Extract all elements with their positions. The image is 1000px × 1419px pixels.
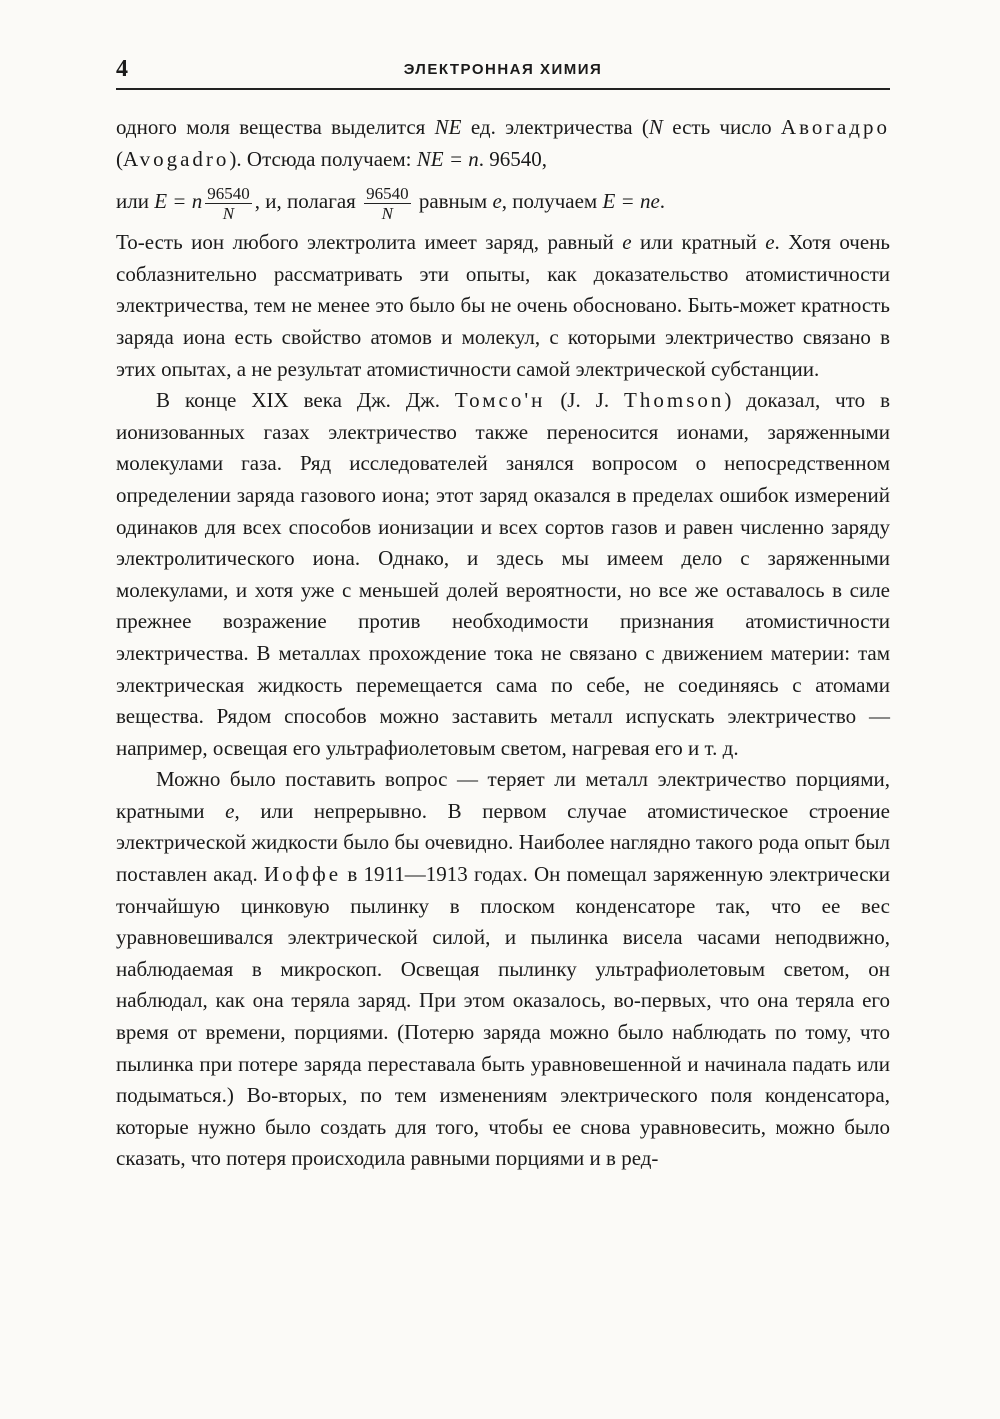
- text-run: равным: [413, 189, 493, 214]
- math-e: e: [492, 189, 502, 214]
- math-e: e: [225, 798, 235, 823]
- text-run: ) доказал, что в ионизованных газах электричество также переносится ионами, заряженными молекулами газа. Ряд исследователей занялся вопросом о непосредственном определении заряда газового иона; этот заряд оказался в пределах ошибок измерений одинаков для всех способов ионизации и всех сортов газов и равен численно заряду электролитического иона. Однако, и здесь мы имеем дело с заряженными молекулами, и хотя уже с меньшей долей вероятности, но все же оставалось в силе прежнее возражение против необходимости признания атомистичности электричества. В металлах прохождение тока не связано с движением материи: там электрическая жидкость перемещается сама по себе, не соединяясь с атомами вещества. Рядом способов можно заставить металл испускать электричество — например, освещая его ультрафиолетовым светом, нагревая его и т. д.: [116, 388, 890, 760]
- text-run: То-есть ион любого электролита имеет заряд, равный: [116, 230, 623, 255]
- fraction-2: [364, 184, 411, 223]
- name-ioffe: Иоффе: [264, 862, 342, 887]
- name-thomson-lat: Thomson: [624, 388, 725, 413]
- text-run: В конце XIX века Дж. Дж.: [156, 388, 455, 413]
- text-run: есть число: [662, 115, 781, 139]
- text-run: в 1911—1913 годах. Он помещал заряженную электрически тончайшую цинковую пылинку в плоском конденсаторе так, что ее вес уравновешивался электрической силой, и пылинка висела часами неподвижно, наблюдаемая в микроскоп. Освещая пылинку ультрафиолетовым светом, он наблюдал, как она теряла заряд. При этом оказалось, во-первых, что она теряла его время от времени, порциями. (Потерю заряда можно было наблюдать по тому, что пылинка при потере заряда переставала быть уравновешенной и начинала падать или подыматься.) Во-вторых, по тем изменениям электрического поля конденсатора, которые нужно было создать для того, чтобы ее снова уравновесить, можно было сказать, что потеря происходила равными порциями и в ред-: [116, 862, 890, 1171]
- fraction-numerator: 96540: [366, 183, 409, 203]
- paragraph-1-continued: [116, 227, 890, 385]
- math-e: e: [622, 230, 632, 255]
- text-run: , или непрерывно. В первом случае атомистическое строение электрической жидкости было бы очевидно. Наиболее наглядно такого рода опыт был поставлен акад.: [116, 798, 890, 887]
- math-ne: NE: [434, 115, 462, 139]
- page-header: [116, 52, 890, 90]
- text-run: .: [659, 189, 666, 214]
- running-title: ЭЛЕКТРОННАЯ ХИМИЯ: [403, 61, 603, 78]
- text-run: . Хотя очень соблазнительно рассматривать эти опыты, как доказательство атомистичности электричества, тем не менее это было бы не очень обосновано. Быть-может кратность заряда иона есть свойство атомов и молекул, с которыми электричество связано в этих опытах, а не результат атомистичности самой электрической субстанции.: [116, 230, 891, 381]
- name-avogadro-lat: Avogadro: [123, 146, 230, 171]
- equation-ne-n: NE = n: [416, 146, 479, 171]
- paragraph-1: [116, 112, 890, 175]
- formula-line: [116, 175, 890, 227]
- math-n: N: [648, 115, 663, 139]
- paragraph-3: [116, 764, 890, 1175]
- fraction-denominator: N: [381, 203, 393, 223]
- name-avogadro-ru: Авогадро: [780, 115, 890, 139]
- text-run: или кратный: [631, 230, 766, 255]
- name-thomson-ru: Томсо'н: [454, 388, 546, 413]
- page-number: 4: [116, 56, 128, 82]
- text-run: , получаем: [501, 189, 603, 214]
- fraction-denominator: N: [222, 203, 235, 223]
- paragraph-2: [116, 385, 890, 764]
- text-run: одного моля вещества выделится: [116, 115, 435, 139]
- equation-e-ne: E = ne: [602, 189, 660, 214]
- text-run: . 96540,: [478, 146, 547, 171]
- text-run: или: [116, 189, 155, 214]
- fraction-numerator: 96540: [207, 183, 250, 203]
- text-run: , и, полагая: [254, 189, 362, 214]
- text-run: ед. электричества (: [461, 115, 649, 139]
- text-run: Можно было поставить вопрос — теряет ли металл электричество порциями, кратными: [116, 767, 890, 823]
- text-run: (: [116, 146, 123, 171]
- math-e: e: [765, 230, 775, 255]
- text-run: (J. J.: [545, 388, 625, 413]
- fraction-1: [205, 184, 252, 223]
- text-run: ). Отсюда получаем:: [229, 146, 417, 171]
- equation-e-n: E = n: [154, 189, 203, 214]
- body-text: [116, 112, 890, 1175]
